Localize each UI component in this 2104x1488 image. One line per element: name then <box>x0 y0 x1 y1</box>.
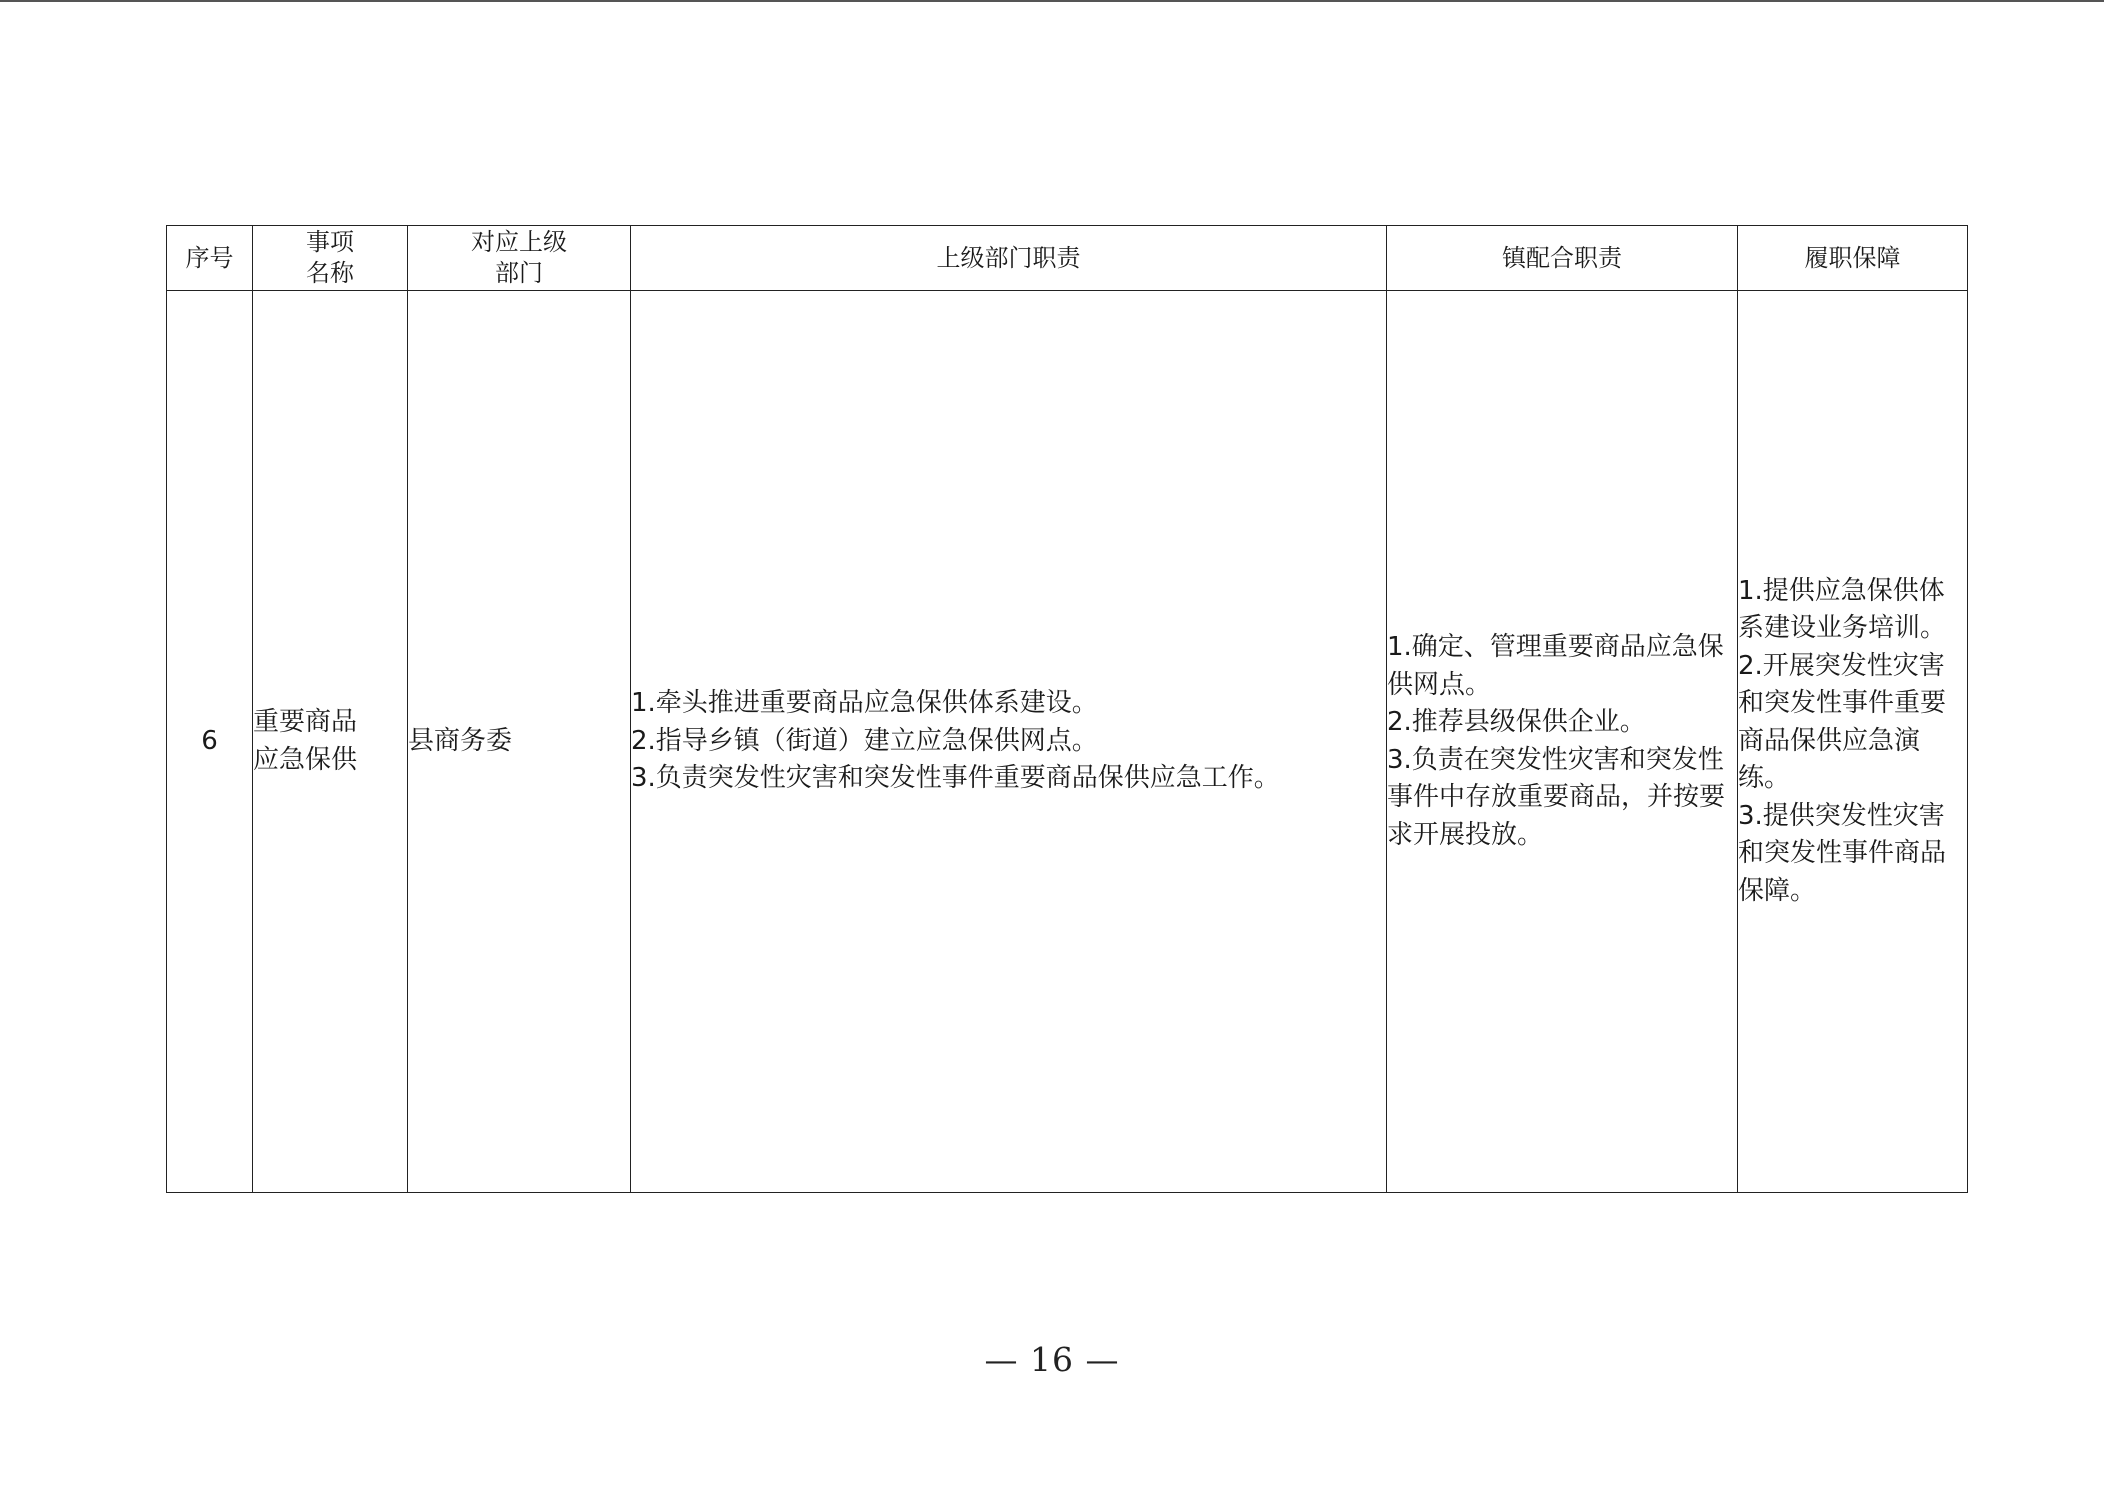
header-item-name <box>253 226 408 291</box>
town-duty-item: 1.确定、管理重要商品应急保供网点。 <box>1387 632 1724 700</box>
town-duties-cell <box>1387 291 1738 1193</box>
header-upper-dept-line2: 部门 <box>495 259 543 287</box>
table-header <box>167 226 1968 291</box>
upper-duty-item: 3.负责突发性灾害和突发性事件重要商品保供应急工作。 <box>631 763 1280 794</box>
header-town-duties: 镇配合职责 <box>1387 226 1738 291</box>
upper-duty-item: 2.指导乡镇（街道）建立应急保供网点。 <box>631 725 1098 756</box>
header-upper-duties: 上级部门职责 <box>631 226 1387 291</box>
header-row <box>167 226 1968 291</box>
header-item-name-line1: 事项 <box>306 228 354 256</box>
table-body <box>167 291 1968 1193</box>
header-upper-dept <box>408 226 631 291</box>
page-number: — 16 — <box>984 1340 1120 1379</box>
header-no: 序号 <box>167 226 253 291</box>
item-name-line1: 重要商品 <box>253 707 358 737</box>
guarantee-cell <box>1738 291 1968 1193</box>
header-upper-dept-line1: 对应上级 <box>471 228 567 256</box>
duty-table <box>166 225 1968 1193</box>
table-row <box>167 291 1968 1193</box>
page-top-border <box>0 0 2104 2</box>
town-duty-item: 2.推荐县级保供企业。 <box>1387 707 1646 737</box>
row-number: 6 <box>167 291 253 1193</box>
upper-dept-cell: 县商务委 <box>408 291 631 1193</box>
item-name-line2: 应急保供 <box>253 744 358 775</box>
header-item-name-line2: 名称 <box>306 259 354 287</box>
upper-duties-cell <box>631 291 1387 1193</box>
item-name-cell <box>253 291 408 1193</box>
guarantee-item: 3.提供突发性灾害和突发性事件商品保障。 <box>1738 800 1947 906</box>
upper-duty-item: 1.牵头推进重要商品应急保供体系建设。 <box>631 688 1098 719</box>
guarantee-item: 2.开展突发性灾害和突发性事件重要商品保供应急演练。 <box>1738 650 1947 794</box>
header-guarantee: 履职保障 <box>1738 226 1968 291</box>
guarantee-item: 1.提供应急保供体系建设业务培训。 <box>1738 575 1947 644</box>
town-duty-item: 3.负责在突发性灾害和突发性事件中存放重要商品，并按要求开展投放。 <box>1387 744 1726 850</box>
